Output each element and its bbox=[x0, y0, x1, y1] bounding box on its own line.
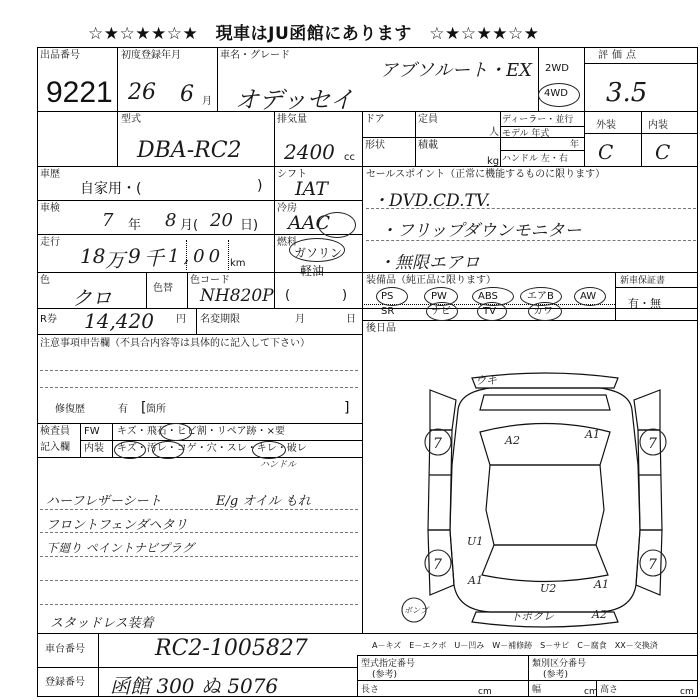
model-name-label: 車名・グレード bbox=[220, 50, 290, 61]
inspection-day: 20 bbox=[210, 210, 233, 231]
car-damage-diagram bbox=[400, 370, 695, 630]
notes-label: 注意事項申告欄（不具合内容等は具体的に記入して下さい） bbox=[40, 338, 310, 349]
sales-points-label: セールスポイント（正常に機能するものに限ります） bbox=[366, 169, 606, 180]
color-code-label: 色コード bbox=[190, 275, 230, 286]
header-banner: ☆★☆★★☆★ 現車はJU函館にあります ☆★☆★★☆★ bbox=[88, 24, 540, 44]
color-value: クロ bbox=[72, 286, 112, 310]
warranty-value: 有・無 bbox=[628, 297, 661, 310]
inspector-fw-text: キズ・飛石・ヒビ割・リペア跡・×要 bbox=[117, 426, 285, 437]
svg-text:U1: U1 bbox=[467, 535, 484, 548]
inspector-int-text: キズ・汚レ・コゲ・穴・スレ・キレ・破レ bbox=[117, 443, 307, 454]
plate-label: 登録番号 bbox=[45, 677, 85, 688]
svg-text:U2: U2 bbox=[540, 582, 557, 595]
sales-point-3: ・無限エアロ bbox=[378, 253, 480, 273]
equip-sr[interactable]: SR bbox=[381, 306, 395, 317]
height-unit: cm bbox=[680, 687, 694, 697]
lot-number: 9221 bbox=[46, 76, 113, 109]
model-year-unit: 年 bbox=[570, 140, 580, 150]
load-label: 積載 bbox=[418, 140, 438, 151]
warranty-label: 新車保証書 bbox=[620, 276, 666, 286]
equip-ps[interactable]: PS bbox=[381, 291, 394, 302]
first-reg-year: 26 bbox=[128, 80, 156, 105]
repair-place: 箇所 bbox=[146, 404, 166, 415]
svg-text:下ボクレ: 下ボクレ bbox=[510, 610, 554, 623]
svg-text:A1: A1 bbox=[585, 428, 600, 441]
inspection-label: 車検 bbox=[40, 203, 60, 214]
dealer-label: ディーラー・並行 bbox=[502, 115, 574, 125]
height-label: 高さ bbox=[600, 685, 619, 695]
int-grade: C bbox=[655, 140, 671, 164]
ac-circle bbox=[318, 212, 356, 238]
first-reg-month-unit: 月 bbox=[202, 96, 212, 107]
color-paren-open: ( bbox=[285, 288, 291, 303]
mileage-man: 18 bbox=[80, 244, 106, 268]
plate-value: 函館 300 ぬ 5076 bbox=[110, 674, 279, 698]
displacement-unit: cc bbox=[344, 152, 355, 163]
drive-2wd: 2WD bbox=[545, 63, 569, 74]
mileage-sen: 9 bbox=[128, 244, 141, 268]
class-number-label: 類別区分番号 bbox=[532, 659, 587, 669]
inspector-handle: ハンドル bbox=[260, 460, 297, 470]
displacement-label: 排気量 bbox=[277, 114, 307, 125]
ac-value: AAC bbox=[288, 212, 330, 234]
int-label: 内装 bbox=[648, 120, 668, 131]
equip-tv[interactable]: TV bbox=[483, 306, 496, 317]
inspection-month-unit: 月( bbox=[180, 218, 199, 233]
svg-text:A1: A1 bbox=[468, 574, 483, 587]
shift-value: IAT bbox=[295, 178, 328, 200]
recycle-unit: 円 bbox=[176, 314, 186, 325]
inspector-fw: FW bbox=[84, 426, 100, 437]
inspection-year: 7 bbox=[102, 210, 114, 231]
inspector-label-1: 検査員 bbox=[40, 426, 70, 437]
inspection-year-unit: 年 bbox=[128, 218, 142, 233]
mileage-rest: 1,00 bbox=[168, 246, 225, 267]
note-line-3: フロントフェンダヘタリ bbox=[46, 518, 188, 533]
svg-text:7: 7 bbox=[433, 557, 442, 573]
model-code-label: 型式 bbox=[121, 114, 141, 125]
width-label: 幅 bbox=[532, 685, 542, 695]
ext-grade: C bbox=[598, 140, 614, 164]
color-label: 色 bbox=[40, 275, 50, 286]
specified-number-label: 型式指定番号 bbox=[361, 659, 416, 669]
repaint-label: 色替 bbox=[153, 283, 173, 294]
color-code-value: NH820P bbox=[200, 286, 274, 306]
repair-value: 有 bbox=[118, 404, 128, 415]
mileage-sen-unit: 千 bbox=[144, 246, 164, 270]
first-reg-label: 初度登録年月 bbox=[121, 50, 181, 61]
model-code-value: DBA-RC2 bbox=[137, 138, 242, 163]
equip-airbag[interactable]: エアB bbox=[527, 291, 554, 302]
svg-text:ウキ: ウキ bbox=[475, 374, 497, 387]
svg-text:A1: A1 bbox=[594, 578, 609, 591]
doors-label: ドア bbox=[365, 114, 385, 125]
note-line-1: ハーフレザーシート bbox=[46, 494, 162, 509]
shift-label: シフト bbox=[277, 169, 307, 180]
mileage-man-unit: 万 bbox=[105, 248, 125, 272]
svg-text:A2: A2 bbox=[505, 434, 520, 447]
follow-doc-label: 後日品 bbox=[366, 323, 396, 334]
inspector-label-2: 記入欄 bbox=[40, 442, 70, 453]
fuel-gasoline-circle bbox=[289, 238, 345, 262]
name-change-day: 日 bbox=[346, 314, 356, 325]
name-change-label: 名変期限 bbox=[200, 314, 240, 325]
equip-abs[interactable]: ABS bbox=[478, 291, 498, 302]
score-label: 評価点 bbox=[598, 50, 640, 61]
load-unit: kg bbox=[487, 156, 500, 167]
ext-label: 外装 bbox=[596, 120, 616, 131]
note-line-2: E/g オイル もれ bbox=[216, 494, 311, 509]
history-close: ) bbox=[257, 178, 263, 194]
svg-text:7: 7 bbox=[648, 436, 657, 452]
studless-note: スタッドレス装着 bbox=[50, 616, 154, 631]
mileage-label: 走行 bbox=[40, 237, 60, 248]
color-paren-close: ) bbox=[342, 288, 348, 303]
model-year-label: モデル 年式 bbox=[502, 129, 550, 139]
svg-text:ボンプ: ボンプ bbox=[404, 606, 428, 615]
grade-value: アブソルート・EX bbox=[380, 60, 532, 81]
first-reg-month: 6 bbox=[180, 82, 194, 107]
svg-text:A2: A2 bbox=[592, 608, 607, 621]
length-unit: cm bbox=[478, 687, 492, 697]
equip-aw[interactable]: AW bbox=[580, 291, 597, 302]
history-value: 自家用・( bbox=[80, 181, 142, 197]
ac-label: 冷房 bbox=[277, 203, 297, 214]
class-number-sub: (参考) bbox=[543, 670, 569, 680]
repair-label: 修復歴 bbox=[55, 404, 85, 415]
capacity-unit: 人 bbox=[489, 127, 499, 138]
lot-label: 出品番号 bbox=[40, 50, 80, 61]
equip-leather[interactable]: カワ bbox=[533, 306, 553, 317]
fuel-gasoline: ガソリン bbox=[294, 246, 343, 260]
recycle-label: R券 bbox=[40, 314, 57, 325]
name-change-month: 月 bbox=[295, 314, 305, 325]
inspector-int-label: 内装 bbox=[84, 443, 104, 454]
equipment-label: 装備品（純正品に限ります） bbox=[366, 275, 496, 286]
note-line-4: 下廻り ペイントナビプラグ bbox=[46, 541, 194, 555]
chassis-value: RC2-1005827 bbox=[155, 636, 308, 661]
length-label: 長さ bbox=[361, 685, 380, 695]
sales-point-2: ・フリップダウンモニター bbox=[380, 221, 582, 241]
damage-legend: A－キズ E－エクボ U－凹み W－補修跡 S－サビ C－腐食 XX－交換済 bbox=[372, 641, 658, 650]
svg-text:7: 7 bbox=[648, 557, 657, 573]
history-label: 車歴 bbox=[40, 169, 60, 180]
chassis-label: 車台番号 bbox=[45, 644, 85, 655]
width-unit: cm bbox=[584, 687, 598, 697]
score-value: 3.5 bbox=[606, 78, 648, 108]
drive-4wd: 4WD bbox=[544, 88, 568, 99]
recycle-value: 14,420 bbox=[84, 309, 154, 333]
displacement-value: 2400 bbox=[284, 140, 335, 164]
specified-number-sub: (参考) bbox=[372, 670, 398, 680]
car-name-value: オデッセイ bbox=[235, 86, 354, 114]
equip-navi[interactable]: ナビ bbox=[431, 306, 451, 317]
equip-pw[interactable]: PW bbox=[431, 291, 447, 302]
inspection-day-unit: 日) bbox=[240, 218, 259, 233]
sales-point-1: ・DVD.CD.TV. bbox=[372, 191, 491, 211]
capacity-label: 定員 bbox=[418, 114, 438, 125]
inspection-month: 8 bbox=[165, 210, 177, 231]
svg-text:7: 7 bbox=[433, 436, 442, 452]
steering-label: ハンドル 左・右 bbox=[502, 154, 568, 164]
fuel-diesel: 軽油 bbox=[300, 264, 325, 278]
shape-label: 形状 bbox=[365, 140, 385, 151]
mileage-unit: km bbox=[230, 258, 246, 269]
fuel-label: 燃料 bbox=[277, 237, 297, 248]
